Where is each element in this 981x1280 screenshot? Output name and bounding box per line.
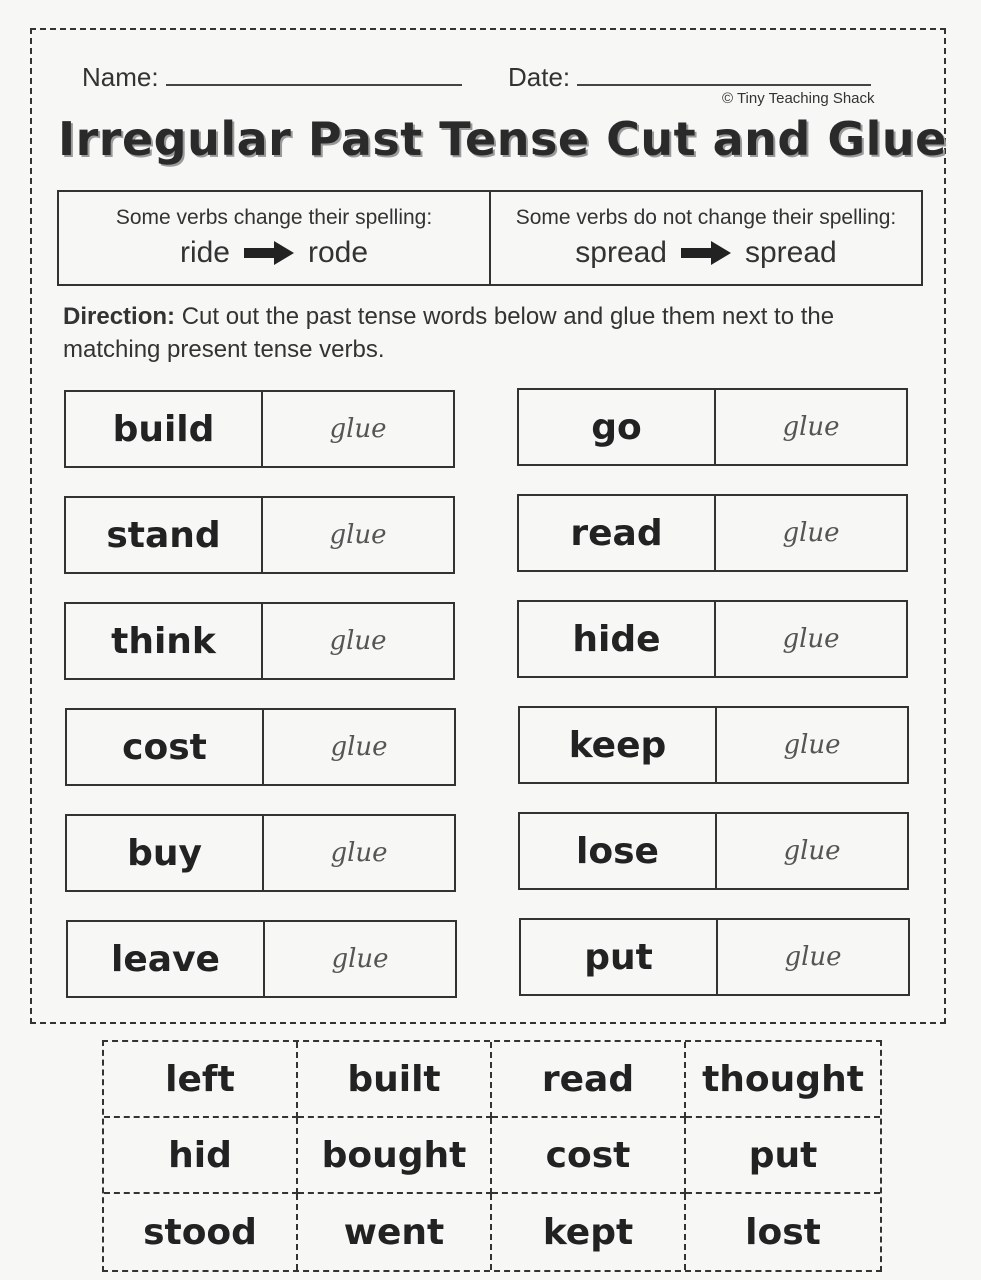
example-box xyxy=(57,190,923,286)
glue-slot[interactable]: glue xyxy=(782,518,840,548)
verb-row xyxy=(518,812,909,890)
present-verb: read xyxy=(519,496,716,570)
cut-word-card[interactable]: thought xyxy=(686,1042,880,1118)
present-verb: buy xyxy=(67,816,264,890)
verb-row xyxy=(517,600,908,678)
copyright-text: © Tiny Teaching Shack xyxy=(722,90,875,107)
verb-row xyxy=(65,708,456,786)
page-title: Irregular Past Tense Cut and Glue xyxy=(58,112,947,166)
cut-word-card[interactable]: cost xyxy=(492,1118,686,1194)
glue-slot[interactable]: glue xyxy=(782,412,840,442)
direction-label: Direction: xyxy=(63,303,176,330)
present-verb: keep xyxy=(520,708,717,782)
verb-row xyxy=(517,494,908,572)
cut-word-card[interactable]: read xyxy=(492,1042,686,1118)
example-caption: Some verbs change their spelling: xyxy=(115,206,433,229)
present-verb: cost xyxy=(67,710,264,784)
name-field xyxy=(82,62,462,93)
glue-slot[interactable]: glue xyxy=(784,942,842,972)
cut-word-card[interactable]: stood xyxy=(104,1194,298,1270)
glue-slot[interactable]: glue xyxy=(331,944,389,974)
verb-row xyxy=(517,388,908,466)
present-verb: think xyxy=(66,604,263,678)
glue-slot[interactable]: glue xyxy=(329,626,387,656)
direction-text: Cut out the past tense words below and glue them next to the matching present tense verbs. xyxy=(63,303,835,363)
date-field xyxy=(508,62,871,93)
glue-slot[interactable]: glue xyxy=(329,414,387,444)
glue-slot[interactable]: glue xyxy=(782,624,840,654)
example-caption: Some verbs do not change their spelling: xyxy=(515,206,897,229)
cut-out-words xyxy=(102,1040,882,1272)
cut-word-card[interactable]: kept xyxy=(492,1194,686,1270)
example-past: rode xyxy=(307,236,369,269)
present-verb: lose xyxy=(520,814,717,888)
cut-word-card[interactable]: built xyxy=(298,1042,492,1118)
cut-word-card[interactable]: hid xyxy=(104,1118,298,1194)
right-arrow-icon xyxy=(681,241,731,265)
present-verb: build xyxy=(66,392,263,466)
verb-row xyxy=(64,390,455,468)
cut-word-card[interactable]: left xyxy=(104,1042,298,1118)
example-past: spread xyxy=(745,236,837,269)
example-change xyxy=(59,192,489,284)
name-line[interactable] xyxy=(166,84,462,86)
present-verb: stand xyxy=(66,498,263,572)
date-label: Date: xyxy=(508,62,571,92)
right-arrow-icon xyxy=(244,241,294,265)
date-line[interactable] xyxy=(577,84,871,86)
glue-slot[interactable]: glue xyxy=(783,836,841,866)
present-verb: hide xyxy=(519,602,716,676)
cut-word-card[interactable]: went xyxy=(298,1194,492,1270)
cut-word-card[interactable]: lost xyxy=(745,1211,821,1253)
cut-word-card[interactable]: bought xyxy=(298,1118,492,1194)
glue-slot[interactable]: glue xyxy=(330,732,388,762)
verb-row xyxy=(66,920,457,998)
verb-row xyxy=(64,496,455,574)
verb-row xyxy=(518,706,909,784)
glue-slot[interactable]: glue xyxy=(329,520,387,550)
cut-word-card[interactable]: put xyxy=(686,1118,880,1194)
directions xyxy=(63,300,923,366)
example-present: ride xyxy=(179,236,230,269)
glue-slot[interactable]: glue xyxy=(330,838,388,868)
present-verb: leave xyxy=(68,922,265,996)
verb-row xyxy=(519,918,910,996)
example-present: spread xyxy=(575,236,667,269)
verb-row xyxy=(64,602,455,680)
present-verb: go xyxy=(519,390,716,464)
example-no-change xyxy=(489,192,921,284)
verb-row xyxy=(65,814,456,892)
name-label: Name: xyxy=(82,62,159,92)
present-verb: put xyxy=(521,920,718,994)
glue-slot[interactable]: glue xyxy=(783,730,841,760)
